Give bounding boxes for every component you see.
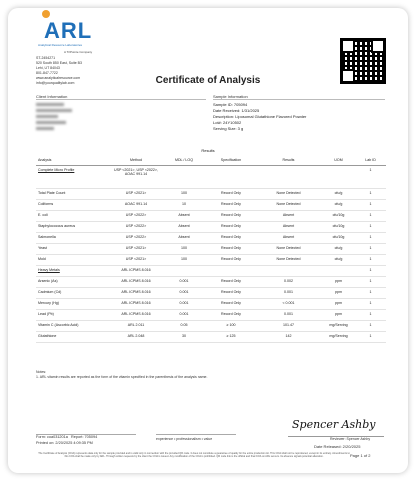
table-row — [36, 266, 386, 277]
cell-lab: 1 — [369, 246, 372, 250]
results-title: Results — [201, 148, 215, 153]
report-id: Report: 705094 — [71, 435, 98, 439]
cell-mdl: 10 — [182, 202, 186, 206]
cell-analysis: Mercury (Hg) — [38, 301, 59, 305]
cell-method: AOAC 991.14 — [124, 202, 148, 206]
cell-result: 0.002 — [284, 279, 293, 283]
cell-lab: 1 — [369, 224, 372, 228]
cell-uom: mg/Serving — [329, 334, 348, 338]
cell-spec: Record Only — [221, 301, 241, 305]
table-row — [36, 332, 386, 343]
cell-result: 0.001 — [284, 290, 293, 294]
cell-lab: 1 — [369, 235, 372, 239]
address-line: 801-847-7722 — [36, 71, 58, 75]
cell-spec: ≥ 125 — [226, 334, 236, 338]
cell-mdl: 100 — [181, 257, 187, 261]
cell-spec: Record Only — [221, 224, 241, 228]
cell-analysis: Coliforms — [38, 202, 54, 206]
cell-result: None Detected — [276, 257, 301, 261]
cell-lab: 1 — [369, 213, 372, 217]
table-row — [36, 288, 386, 299]
cell-spec: Record Only — [221, 257, 241, 261]
cell-uom: cfu/10g — [332, 235, 345, 239]
cell-analysis: Complete Micro Profile — [38, 168, 75, 172]
col-mdl: MDL / LOQ — [174, 158, 194, 162]
cell-method: ARL 2.048 — [127, 334, 145, 338]
reviewer-name: Reviewer: Spencer Ashby — [330, 437, 371, 441]
reviewer-signature: Spencer Ashby — [292, 418, 376, 431]
cell-analysis: Vitamin C (Ascorbic Acid) — [38, 323, 79, 327]
cell-result: Absent — [282, 224, 295, 228]
cell-uom: cfu/g — [334, 246, 343, 250]
cell-analysis: Mold — [38, 257, 46, 261]
cell-result: 0.001 — [284, 312, 293, 316]
cell-result: 142 — [285, 334, 292, 338]
cell-uom: cfu/10g — [332, 213, 345, 217]
table-row — [36, 299, 386, 310]
table-row — [36, 189, 386, 200]
cell-lab: 1 — [369, 268, 372, 272]
col-uom: UOM — [334, 158, 343, 162]
table-row — [36, 211, 386, 222]
cell-spec: Record Only — [221, 312, 241, 316]
printed-on: Printed on: 2/20/2025 4:09:35 PM — [36, 441, 93, 445]
cell-spec: Record Only — [221, 235, 241, 239]
cell-lab: 1 — [369, 202, 372, 206]
table-row — [36, 200, 386, 211]
cell-analysis: Heavy Metals — [38, 268, 60, 272]
col-lab-id: Lab ID — [365, 158, 376, 162]
sample-info-header: Sample Information — [213, 94, 248, 99]
notes-text: 1. ARL vitamin results are reported as the form of the vitamin specified in the parenthesis of the analysis name. — [36, 375, 208, 379]
col-specification: Specification — [220, 158, 242, 162]
document-title: Certificate of Analysis — [155, 75, 261, 86]
cell-mdl: Absent — [178, 213, 190, 217]
cell-method: USP <2022> — [125, 224, 147, 228]
cell-lab: 1 — [369, 168, 372, 172]
logo: ARL — [44, 18, 93, 43]
form-id: Form: coa031201a — [36, 435, 68, 439]
cell-method: USP <2021> — [125, 246, 147, 250]
table-row — [36, 244, 386, 255]
cell-analysis: Total Plate Count — [38, 191, 66, 195]
address-line[interactable]: www.analyticalresource.com — [36, 76, 81, 80]
cell-mdl: 30 — [182, 334, 186, 338]
serving-size: Serving Size: 3 g — [213, 126, 244, 131]
cell-method: ARL ICPMS 8.016 — [121, 279, 151, 283]
sample-info — [213, 102, 306, 132]
cell-method: ARL 2.011 — [127, 323, 145, 327]
date-received: Date Received: 1/31/2025 — [213, 108, 260, 113]
cell-result: None Detected — [276, 191, 301, 195]
notes-label: Notes: — [36, 370, 47, 374]
cell-mdl: 0.001 — [179, 290, 189, 294]
cell-spec: Record Only — [221, 202, 241, 206]
table-row — [36, 166, 386, 189]
cell-mdl: 0.001 — [179, 279, 189, 283]
cell-method: ARL ICPMS 8.016 — [121, 301, 151, 305]
cell-mdl: Absent — [178, 224, 190, 228]
cell-lab: 1 — [369, 257, 372, 261]
cell-method: ARL ICPMS 8.016 — [121, 312, 151, 316]
cell-uom: cfu/g — [334, 191, 343, 195]
cell-mdl: 0.001 — [179, 301, 189, 305]
lot-number: Lot#: 24Y10502 — [213, 120, 242, 125]
address-line: ST-2454271 — [36, 56, 56, 60]
cell-result: Absent — [282, 235, 295, 239]
cell-result: Absent — [282, 213, 295, 217]
table-body — [36, 166, 386, 343]
cell-uom: cfu/g — [334, 257, 343, 261]
cell-mdl: Absent — [178, 235, 190, 239]
cell-uom: ppm — [335, 290, 342, 294]
table-row — [36, 255, 386, 266]
divider — [36, 99, 206, 100]
address-line: 520 South 850 East, Suite B3 — [36, 61, 82, 65]
cell-lab: 1 — [369, 312, 372, 316]
cell-method: USP <2021>, USP <2022>, AOAC 991.14 — [113, 168, 159, 176]
page-number: Page 1 of 2 — [350, 453, 371, 458]
cell-result: None Detected — [276, 202, 301, 206]
client-info-header: Client Information — [36, 94, 68, 99]
cell-method: USP <2022> — [125, 213, 147, 217]
table-row — [36, 222, 386, 233]
cell-lab: 1 — [369, 191, 372, 195]
cell-analysis: Arsenic (As) — [38, 279, 58, 283]
cell-result: None Detected — [276, 246, 301, 250]
cell-spec: ≥ 100 — [226, 323, 236, 327]
cell-method: ARL ICPMS 8.016 — [121, 268, 151, 272]
sample-id: Sample ID: 705094 — [213, 102, 248, 107]
cell-lab: 1 — [369, 334, 372, 338]
cell-uom: ppm — [335, 312, 342, 316]
certificate-page — [8, 8, 408, 473]
cell-analysis: E. coli — [38, 213, 48, 217]
cell-analysis: Glutathione — [38, 334, 57, 338]
address-line[interactable]: info@yourqualitylab.com — [36, 81, 75, 85]
cell-spec: Record Only — [221, 246, 241, 250]
cell-lab: 1 — [369, 290, 372, 294]
cell-method: ARL ICPMS 8.016 — [121, 290, 151, 294]
sample-description: Description: Liposomal Glutathione Flavored Powder — [213, 114, 307, 119]
cell-method: USP <2022> — [125, 235, 147, 239]
cell-result: 101.47 — [283, 323, 294, 327]
cell-mdl: 100 — [181, 191, 187, 195]
cell-spec: Record Only — [221, 290, 241, 294]
disclaimer: The Certificate of Analysis (COA) represents data only for the sample provided and is valid only in connection with the provided QR code. It does not constitute a guarantee of quality for the entire production lot. This COA shall not be reproduced, except in its entirety. Amendments to this COA shall be made only by ARL. Through written requests by the client the COA is issued. Any modification of the COA is prohibited. QR code link is the official and final COA on ARL servers. Its absence signals potential alteration. — [38, 452, 350, 459]
motto: experience • professionalism • value — [156, 437, 213, 441]
cell-lab: 1 — [369, 279, 372, 283]
results-table — [36, 156, 386, 343]
cell-analysis: Cadmium (Cd) — [38, 290, 62, 294]
cell-analysis: Salmonella — [38, 235, 56, 239]
cell-analysis: Yeast — [38, 246, 47, 250]
cell-uom: mg/Serving — [329, 323, 348, 327]
notes — [36, 370, 207, 380]
table-header — [36, 156, 386, 166]
divider — [156, 434, 236, 435]
cell-mdl: 0.001 — [179, 312, 189, 316]
table-row — [36, 233, 386, 244]
cell-uom: cfu/10g — [332, 224, 345, 228]
date-released: Date Released: 2/20/2025 — [314, 444, 361, 449]
cell-uom: cfu/g — [334, 202, 343, 206]
col-analysis: Analysis — [38, 158, 52, 162]
divider — [213, 99, 385, 100]
cell-uom: ppm — [335, 279, 342, 283]
cell-lab: 1 — [369, 301, 372, 305]
cell-result: < 0.001 — [282, 301, 295, 305]
cell-spec: Record Only — [221, 279, 241, 283]
cell-analysis: Lead (Pb) — [38, 312, 54, 316]
logo-subtitle: Analytical Resource Laboratories — [38, 43, 83, 47]
footer-info — [36, 434, 97, 446]
cell-method: USP <2021> — [125, 191, 147, 195]
logo-figure-icon — [42, 10, 50, 18]
table-row — [36, 310, 386, 321]
cell-spec: Record Only — [221, 213, 241, 217]
address-line: Lehi, UT 84043 — [36, 66, 60, 70]
col-results: Results — [282, 158, 295, 162]
cell-lab: 1 — [369, 323, 372, 327]
cell-mdl: 100 — [181, 246, 187, 250]
cell-spec: Record Only — [221, 191, 241, 195]
cell-uom: ppm — [335, 301, 342, 305]
cell-analysis: Staphylococcus aureus — [38, 224, 76, 228]
cell-mdl: 0.05 — [180, 323, 188, 327]
tagline: A TriPointe Company — [64, 50, 93, 54]
cell-method: USP <2021> — [125, 257, 147, 261]
col-method: Method — [130, 158, 142, 162]
client-info-redacted — [36, 103, 76, 135]
table-row — [36, 277, 386, 288]
table-row — [36, 321, 386, 332]
